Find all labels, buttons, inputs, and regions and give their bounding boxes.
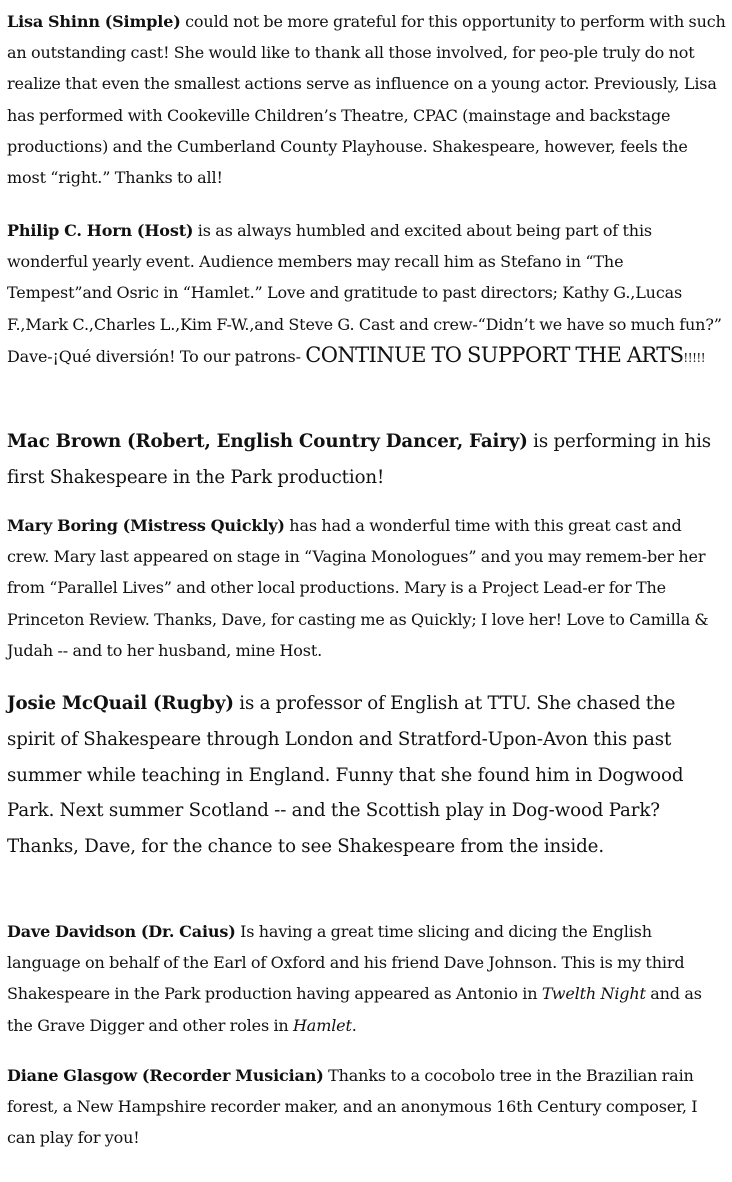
- bio-title-twelfth-night: Twelth Night: [541, 984, 646, 1004]
- bio-name: Diane Glasgow (Recorder Musician): [7, 1066, 324, 1085]
- bio-name: Mac Brown (Robert, English Country Dancer, Fairy): [7, 431, 528, 452]
- bio-text: Is having a great time slicing and dicing the English language on behalf of the Earl of Oxford and his friend Dave Johnson. This is my third Shakespeare in the Park production having appeared as Antonio in: [7, 922, 685, 1004]
- bio-name: Dave Davidson (Dr. Caius): [7, 922, 236, 941]
- bio-philip-horn: [7, 215, 727, 374]
- bio-text: is as always humbled and excited about being part of this wonderful yearly event. Audience members may recall him as Stefano in “The Tempest”and Osric in “Hamlet.” Love and gratitude to past directors; Kathy G.,Lucas F.,Mark C.,Charles L.,Kim F-W.,and Steve G. Cast and crew-“Didn’t we have so much fun?” Dave-¡Qué diversión! To our patrons-: [7, 221, 722, 366]
- bio-name: Lisa Shinn (Simple): [7, 12, 181, 31]
- bio-name: Mary Boring (Mistress Quickly): [7, 516, 285, 535]
- bio-text: Thanks to a cocobolo tree in the Brazilian rain forest, a New Hampshire recorder maker, and an anonymous 16th Century composer, I can play for you!: [7, 1066, 698, 1148]
- bio-dave-davidson: [7, 916, 727, 1041]
- bio-callout: CONTINUE TO SUPPORT THE ARTS: [305, 342, 684, 367]
- bio-name: Josie McQuail (Rugby): [7, 693, 234, 714]
- bio-text: .: [351, 1015, 357, 1035]
- bio-diane-glasgow: [7, 1060, 727, 1154]
- bio-lisa-shinn: [7, 6, 727, 193]
- bio-text: has had a wonderful time with this great cast and crew. Mary last appeared on stage in “Vagina Monologues” and you may remem-ber her from “Parallel Lives” and other local productions. Mary is a Project Lead-er for The Princeton Review. Thanks, Dave, for casting me as Quickly; I love her! Love to Camilla & Judah -- and to her husband, mine Host.: [7, 516, 709, 660]
- bio-josie-mcquail: [7, 686, 727, 865]
- bio-text: is performing in his first Shakespeare in the Park production!: [7, 431, 712, 488]
- bio-text: and as the Grave Digger and other roles in: [7, 984, 702, 1035]
- bio-title-hamlet: Hamlet: [293, 1015, 352, 1035]
- bio-text: could not be more grateful for this opportunity to perform with such an outstanding cast! She would like to thank all those involved, for peo-ple truly do not realize that even the smallest actions serve as influence on a young actor. Previously, Lisa has performed with Cookeville Children’s Theatre, CPAC (mainstage and backstage productions) and the Cumberland County Playhouse. Shakespeare, however, feels the most “right.” Thanks to all!: [7, 12, 726, 188]
- bio-callout-exclamations: !!!!!: [683, 350, 706, 365]
- bio-text: is a professor of English at TTU. She chased the spirit of Shakespeare through London and Stratford-Upon-Avon this past summer while teaching in England. Funny that she found him in Dogwood Park. Next summer Scotland -- and the Scottish play in Dog-wood Park? Thanks, Dave, for the chance to see Shakespeare from the inside.: [7, 693, 684, 858]
- bio-name: Philip C. Horn (Host): [7, 221, 194, 240]
- bio-mary-boring: [7, 510, 727, 666]
- bio-mac-brown: [7, 424, 727, 496]
